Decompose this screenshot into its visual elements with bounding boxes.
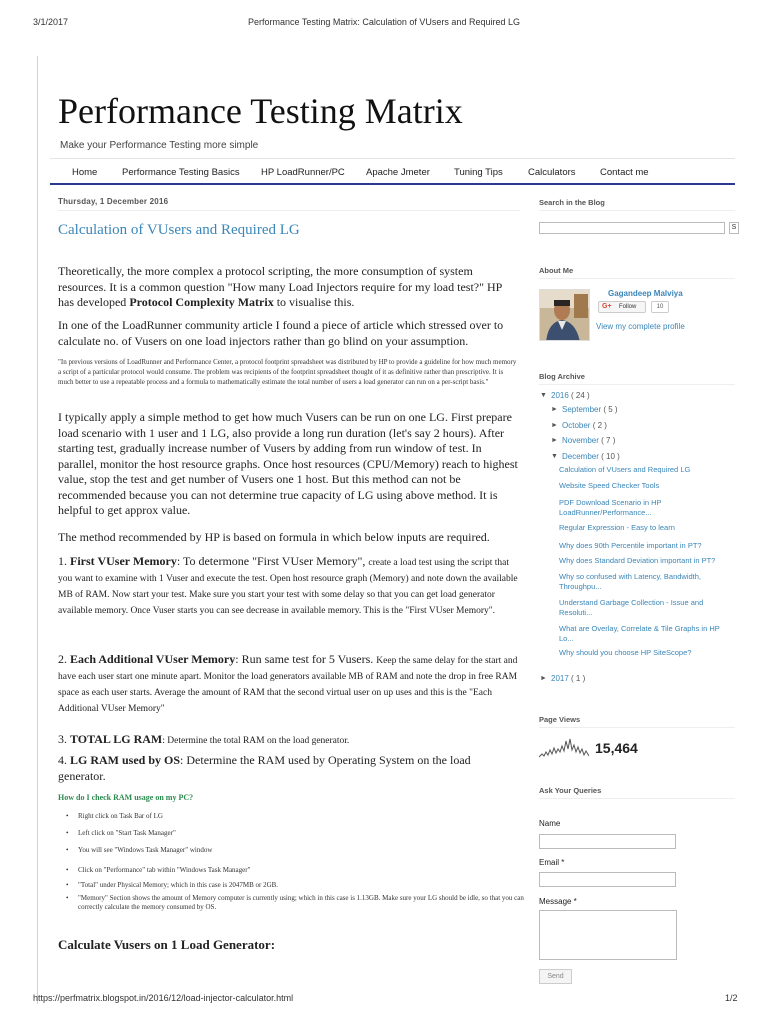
archive-post-link[interactable]: Why does Standard Deviation important in PT? [559,556,716,565]
triangle-right-icon[interactable]: ► [540,675,547,682]
intro-paragraph: Theoretically, the more complex a protocol scripting, the more consumption of system resources. It is a common question "How many Load Injectors require for my load test?" HP has developed Protocol Complexity Matrix to visualise this. [58,264,502,309]
archive-year-2016[interactable]: 2016 ( 24 ) [551,391,590,400]
list-item: • "Memory" Section shows the amount of Memory computer is currently using; which in this case is 1.13GB. Make sure your LG should be idle, so that you can correctly calculate the memory consumed by OS. [66,894,526,912]
sidebar-divider [539,798,735,799]
nav-performance-testing-basics[interactable]: Performance Testing Basics [122,167,240,178]
archive-post-link[interactable]: Calculation of VUsers and Required LG [559,465,691,474]
print-header [0,0,768,32]
triangle-right-icon[interactable]: ► [551,406,558,413]
input-first-vuser-memory: 1. First VUser Memory: To determone "First VUser Memory", create a load test using the script that you want to examine with 1 Vuser and execute the test. Open host resource graph (Memory) and note down the available MB of RAM. Now start your test. Make sure you start your test with some delay so that you can get load generator available memory. Once Vuser starts you can see decrease in available memory. This is the "First VUser Memory". [58,554,518,616]
follower-count: 10 [651,301,669,313]
print-document-title: Performance Testing Matrix: Calculation of VUsers and Required LG [248,17,520,27]
sidebar-divider [539,210,735,211]
archive-post-link[interactable]: PDF Download Scenario in HP LoadRunner/Performance... [559,498,662,517]
search-heading: Search in the Blog [539,198,605,207]
view-profile-link[interactable]: View my complete profile [596,322,685,331]
list-item: • Right click on Task Bar of LG [66,812,526,821]
blog-description: Make your Performance Testing more simple [60,140,259,151]
about-me-heading: About Me [539,266,574,275]
pageviews-sparkline-icon [539,737,589,759]
page-views-count: 15,464 [595,740,638,756]
archive-post-link[interactable]: Why should you choose HP SiteScope? [559,648,692,657]
list-item: • You will see "Windows Task Manager" window [66,846,526,855]
triangle-down-icon[interactable]: ▼ [540,392,547,399]
search-button[interactable]: S [729,222,739,234]
list-item: • Click on "Performance" tab within "Windows Task Manager" [66,866,526,875]
nav-apache-jmeter[interactable]: Apache Jmeter [366,167,430,178]
input-additional-vuser-memory: 2. Each Additional VUser Memory: Run same test for 5 Vusers. Keep the same delay for the start and have each user start one minute apart. Monitor the load generators available MB of RAM and note the drop in free RAM space as each user starts. Average the amount of RAM that the second virtual user on up uses and this is the "Each Additional VUser Memory" [58,652,518,714]
archive-month-november[interactable]: November ( 7 ) [562,436,616,445]
triangle-down-icon[interactable]: ▼ [551,453,558,460]
calculate-vusers-heading: Calculate Vusers on 1 Load Generator: [58,937,276,952]
page-left-border [37,56,38,1004]
page-views-heading: Page Views [539,715,581,724]
triangle-right-icon[interactable]: ► [551,422,558,429]
name-label: Name [539,819,561,828]
archive-month-september[interactable]: September ( 5 ) [562,405,618,414]
search-input[interactable] [539,222,725,234]
archive-post-link[interactable]: What are Overlay, Correlate & Tile Graphs in HP Lo... [559,624,720,643]
nav-tuning-tips[interactable]: Tuning Tips [454,167,503,178]
follow-button[interactable]: G+ Follow [598,301,646,313]
name-field[interactable] [539,834,676,849]
print-date: 3/1/2017 [33,17,69,27]
simple-method-paragraph: I typically apply a simple method to get how much Vusers can be run on one LG. First prepare load scenario with 1 user and 1 LG, also provide a long run duration (let's say 2 hours). After starting test, gradually increase number of Vusers by adding from run window of test. In parallel, monitor the host resource graphs. Once host resources (CPU/Memory) reach to highest value, stop the test and get number of Vusers one 1 host. But this method can not be recommended because you can not determine true capacity of LG using above method. It is helpful to get approx value. [58,410,518,517]
list-item: • Left click on "Start Task Manager" [66,829,526,838]
blog-archive-heading: Blog Archive [539,372,585,381]
community-article-paragraph: In one of the LoadRunner community article I found a piece of article which stressed over to calculate no. of Vusers on one load injectors rather than go blind on your assumption. [58,318,504,348]
avatar[interactable] [539,289,590,341]
page-url: https://perfmatrix.blogspot.in/2016/12/load-injector-calculator.html [33,993,294,1003]
sidebar-divider [539,384,735,385]
triangle-right-icon[interactable]: ► [551,437,558,444]
nav-home[interactable]: Home [72,167,98,178]
nav-contact-me[interactable]: Contact me [600,167,649,178]
message-field[interactable] [539,910,677,960]
email-label: Email * [539,858,565,867]
archive-month-december[interactable]: December ( 10 ) [562,452,620,461]
archive-post-link[interactable]: Understand Garbage Collection - Issue and Resoluti... [559,598,704,617]
post-title[interactable]: Calculation of VUsers and Required LG [58,222,300,238]
archive-post-link[interactable]: Why does 90th Percentile important in PT? [559,541,702,550]
ask-queries-heading: Ask Your Queries [539,786,602,795]
page-number: 1/2 [725,993,738,1003]
archive-post-link[interactable]: Regular Expression - Easy to learn [559,523,675,532]
message-label: Message * [539,897,577,906]
archive-post-link[interactable]: Why so confused with Latency, Bandwidth, Throughpu... [559,572,702,591]
archive-post-link[interactable]: Website Speed Checker Tools [559,481,660,490]
archive-year-2017[interactable]: 2017 ( 1 ) [551,674,586,683]
email-field[interactable] [539,872,676,887]
google-plus-icon: G+ [602,303,612,310]
post-date: Thursday, 1 December 2016 [58,197,169,206]
sidebar-divider [539,278,735,279]
date-divider [58,210,520,211]
input-lg-ram-used-by-os: 4. LG RAM used by OS: Determine the RAM used by Operating System on the load generator. [58,753,471,783]
nav-calculators[interactable]: Calculators [528,167,576,178]
top-navigation [50,158,735,185]
nav-hp-loadrunner-pc[interactable]: HP LoadRunner/PC [261,167,345,178]
list-item: • "Total" under Physical Memory; which in this case is 2047MB or 2GB. [66,881,526,890]
hp-quote: "In previous versions of LoadRunner and Performance Center, a protocol footprint spreadsheet was distributed by HP to provide a guideline for how much memory a script of a particular protocol would consume. The problem was recipients of the footprint spreadsheet thought of it as definitive rather than prescriptive. It is much better to use a repeatable process and a formula to mathematically estimate the total number of users a load generator can run on a per-script basis." [58,358,517,386]
blog-title[interactable]: Performance Testing Matrix [58,91,463,131]
send-button[interactable]: Send [539,969,572,984]
ram-usage-question: How do I check RAM usage on my PC? [58,793,194,802]
protocol-complexity-matrix-text: Protocol Complexity Matrix [129,295,274,309]
input-total-lg-ram: 3. TOTAL LG RAM: Determine the total RAM on the load generator. [58,732,350,746]
profile-name[interactable]: Gagandeep Malviya [608,289,683,298]
archive-month-october[interactable]: October ( 2 ) [562,421,607,430]
sidebar-divider [539,727,735,728]
hp-method-paragraph: The method recommended by HP is based on formula in which below inputs are required. [58,530,490,544]
